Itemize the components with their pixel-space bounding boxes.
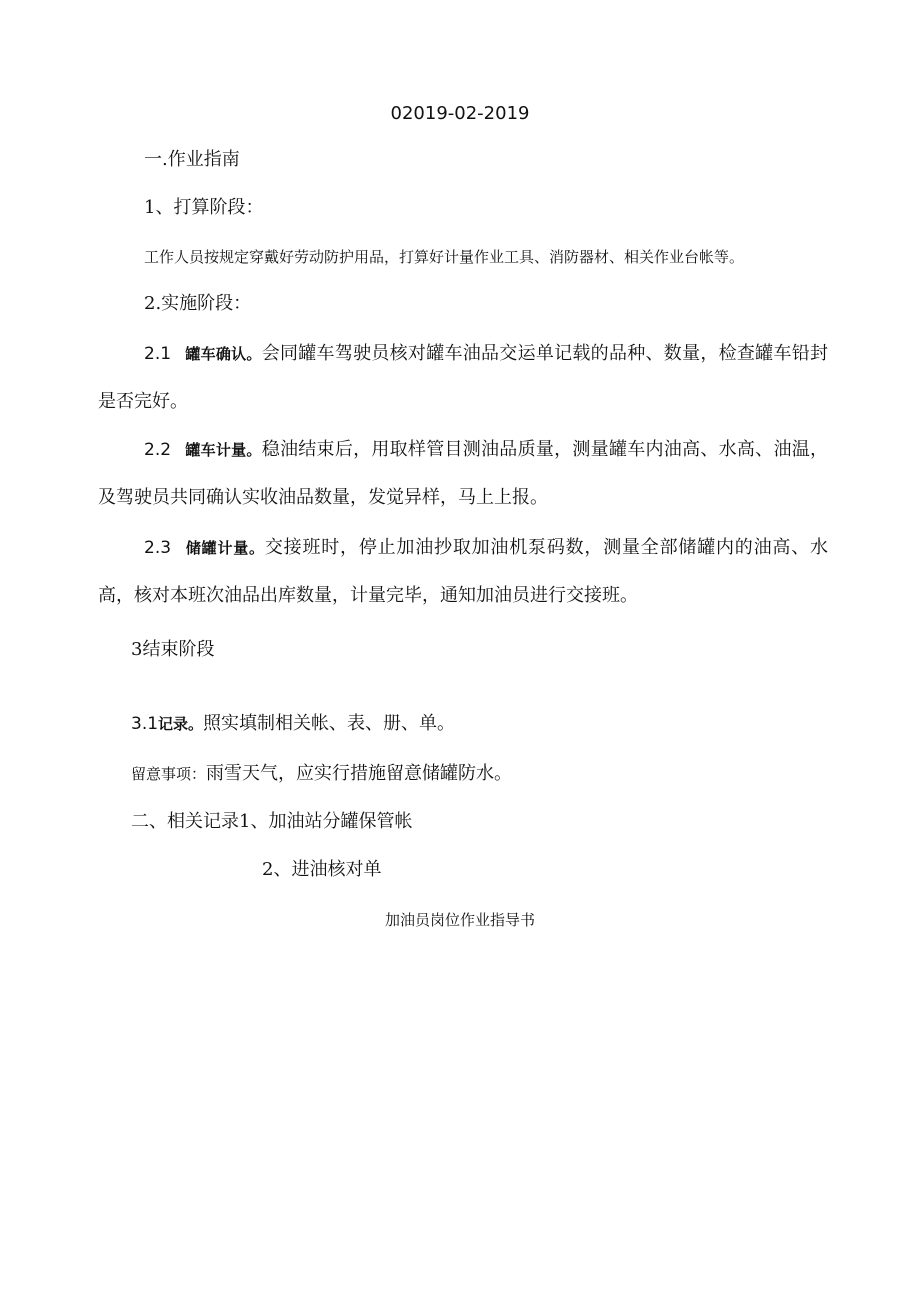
section-1-title: 一.作业指南 bbox=[144, 149, 240, 170]
item-2-1-text: 会同罐车驾驶员核对罐车油品交运单记载的品种、数量，检查罐车铅封是否完好。 bbox=[98, 343, 828, 412]
item-2-3-heading: 储罐计量。 bbox=[185, 539, 265, 557]
note-text: 雨雪天气，应实行措施留意储罐防水。 bbox=[206, 763, 513, 784]
item-2-1-heading: 罐车确认。 bbox=[185, 345, 262, 363]
item-2-1-number: 2.1 bbox=[144, 344, 172, 364]
step-2-title: 2.实施阶段： bbox=[144, 293, 252, 314]
item-3-1 bbox=[131, 712, 455, 736]
item-2-3-number: 2.3 bbox=[144, 538, 172, 558]
item-2-2-number: 2.2 bbox=[144, 440, 172, 460]
item-3-1-text: 照实填制相关帐、表、册、单。 bbox=[203, 713, 456, 734]
section-2-item-2: 2、进油核对单 bbox=[262, 859, 382, 880]
step-1-title: 1、打算阶段： bbox=[144, 197, 264, 218]
step-3-title: 3结束阶段 bbox=[131, 639, 215, 660]
item-2-3-text: 交接班时，停止加油抄取加油机泵码数，测量全部储罐内的油高、水高，核对本班次油品出库数量，计量完毕，通知加油员进行交接班。 bbox=[98, 537, 828, 606]
document-code: 02019-02-2019 bbox=[390, 103, 530, 124]
item-2-2-heading: 罐车计量。 bbox=[185, 441, 262, 459]
document-title: 加油员岗位作业指导书 bbox=[384, 911, 535, 929]
item-3-1-number: 3.1 bbox=[131, 714, 159, 734]
item-2-3 bbox=[98, 524, 828, 620]
note-heading: 留意事项： bbox=[131, 765, 207, 783]
item-2-2 bbox=[98, 426, 828, 522]
section-2-title: 二、相关记录1、加油站分罐保管帐 bbox=[131, 811, 413, 832]
item-3-1-heading: 记录。 bbox=[158, 715, 204, 733]
item-2-2-text: 稳油结束后，用取样管目测油品质量，测量罐车内油高、水高、油温，及驾驶员共同确认实收油品数量，发觉异样，马上上报。 bbox=[98, 439, 828, 508]
note bbox=[131, 762, 512, 786]
step-1-text: 工作人员按规定穿戴好劳动防护用品，打算好计量作业工具、消防器材、相关作业台帐等。 bbox=[144, 248, 745, 266]
item-2-1 bbox=[98, 330, 828, 426]
